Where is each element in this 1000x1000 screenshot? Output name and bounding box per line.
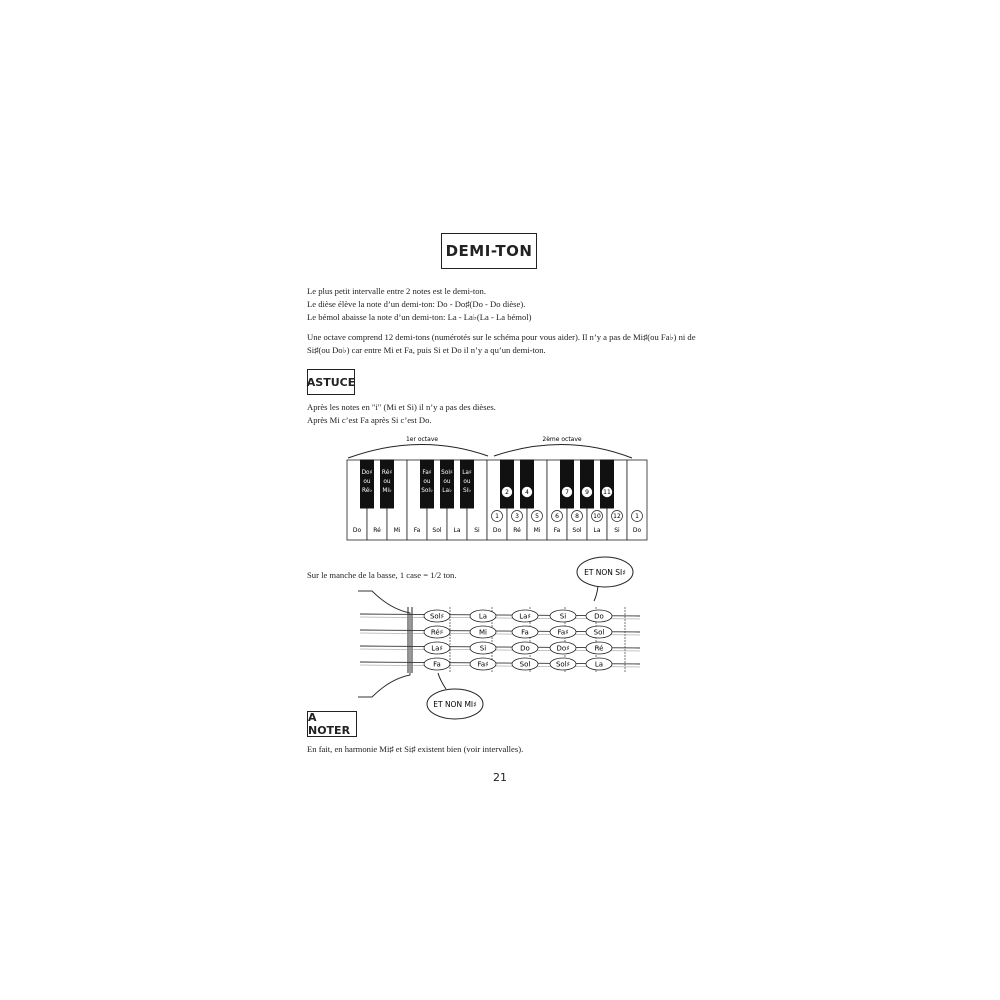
note-label: Fa — [433, 660, 441, 669]
note-label: Do♯ — [556, 644, 570, 653]
note-label: Mi — [479, 628, 487, 637]
intro-line: Le bémol abaisse la note d’un demi-ton: La - La♭(La - La bémol) — [307, 312, 532, 322]
note-label: Sol♯ — [429, 612, 445, 621]
black-key — [561, 460, 574, 508]
intro-line: Le dièse élève la note d’un demi-ton: Do - Do♯(Do - Do dièse). — [307, 299, 526, 309]
page-title: DEMI-TON — [441, 233, 537, 269]
white-number: 6 — [555, 513, 559, 521]
note-label: Si — [559, 612, 567, 621]
octave1-brace — [348, 444, 488, 458]
black-key-label: ou — [363, 479, 371, 485]
black-number: 9 — [585, 489, 589, 497]
white-key-label: Sol — [432, 527, 442, 534]
white-number: 5 — [535, 513, 539, 521]
bubble-bottom-text: ET NON MI♯ — [433, 700, 477, 709]
white-number: 3 — [515, 513, 519, 521]
white-number: 12 — [613, 513, 621, 521]
black-key-label: ou — [443, 479, 451, 485]
white-key-label: Ré — [513, 527, 521, 534]
white-key-label: Fa — [413, 527, 421, 534]
white-key-label: Mi — [533, 527, 541, 534]
note-label: Fa — [521, 628, 529, 637]
white-key-label: La — [593, 527, 601, 534]
black-key-label: ou — [423, 479, 431, 485]
note-label: La — [478, 612, 488, 621]
note-label: Do — [520, 644, 530, 653]
white-key-label: Mi — [393, 527, 401, 534]
black-number: 2 — [505, 489, 509, 497]
white-key-label: Do — [352, 527, 362, 534]
note-label: La — [594, 660, 604, 669]
octave-line: Une octave comprend 12 demi-tons (numérotés sur le schéma pour vous aider). Il n’y a pas de Mi♯(ou Fa♭) ni de — [307, 332, 696, 342]
note-label: La♯ — [431, 644, 443, 653]
note-label: Ré — [594, 644, 604, 653]
white-key-label: Do — [632, 527, 642, 534]
a-noter-text: En fait, en harmonie Mi♯ et Si♯ existent bien (voir intervalles). — [307, 744, 524, 754]
note-label: Sol♯ — [555, 660, 571, 669]
piano-keyboard — [340, 430, 660, 545]
black-key-label: La♯ — [462, 470, 472, 476]
intro-paragraph — [307, 285, 532, 324]
bass-fretboard — [350, 555, 650, 720]
astuce-paragraph — [307, 401, 496, 427]
octave2-label: 2ème octave — [542, 436, 582, 443]
note-label: Ré♯ — [430, 628, 444, 637]
white-key-label: Ré — [373, 527, 381, 534]
white-number: 10 — [593, 513, 601, 521]
black-number: 7 — [565, 489, 569, 497]
black-key-label: Mi♭ — [382, 488, 392, 494]
octave-paragraph — [307, 331, 696, 357]
white-key-label: La — [453, 527, 461, 534]
black-key-label: ou — [383, 479, 391, 485]
astuce-line: Après les notes en "i" (Mi et Si) il n’y a pas des dièses. — [307, 402, 496, 412]
note-label: Si — [479, 644, 487, 653]
astuce-label: ASTUCE — [307, 369, 355, 395]
note-label: Sol — [593, 628, 605, 637]
black-key — [601, 460, 614, 508]
note-label: Fa♯ — [557, 628, 569, 637]
black-key-label: Ré♭ — [361, 488, 373, 494]
a-noter-label: A NOTER — [307, 711, 357, 737]
black-key — [501, 460, 514, 508]
astuce-line: Après Mi c’est Fa après Si c’est Do. — [307, 415, 432, 425]
white-key-label: Sol — [572, 527, 582, 534]
bubble-top-text: ET NON SI♯ — [584, 568, 626, 577]
black-key-label: Sol♯ — [441, 470, 453, 476]
black-key-label: Do♯ — [361, 470, 373, 476]
octave2-brace — [494, 444, 632, 458]
black-key — [581, 460, 594, 508]
fretboard-caption: Sur le manche de la basse, 1 case = 1/2 ton. — [307, 570, 457, 580]
white-key-label: Do — [492, 527, 502, 534]
black-key-label: Sol♭ — [421, 488, 433, 494]
octave1-label: 1er octave — [405, 436, 439, 443]
note-label: Sol — [519, 660, 531, 669]
white-key-label: Si — [614, 527, 620, 534]
note-label: La♯ — [519, 612, 531, 621]
note-label: Do — [594, 612, 604, 621]
white-number: 8 — [575, 513, 579, 521]
intro-line: Le plus petit intervalle entre 2 notes est le demi-ton. — [307, 286, 486, 296]
bubble-bottom-tail — [438, 673, 446, 689]
black-key-label: ou — [463, 479, 471, 485]
white-key-label: Si — [474, 527, 480, 534]
black-number: 11 — [603, 489, 611, 497]
white-number: 1 — [635, 513, 639, 521]
black-key-label: La♭ — [442, 488, 452, 494]
note-label: Fa♯ — [477, 660, 489, 669]
headstock-outline — [358, 591, 410, 697]
bubble-top-tail — [594, 586, 598, 601]
black-key-label: Fa♯ — [422, 470, 432, 476]
black-number: 4 — [525, 489, 529, 497]
black-key-label: Ré♯ — [381, 470, 393, 476]
black-key-label: Si♭ — [462, 488, 472, 494]
black-key — [521, 460, 534, 508]
white-key-label: Fa — [553, 527, 561, 534]
octave-line: Si♯(ou Do♭) car entre Mi et Fa, puis Si et Do il n’y a qu’un demi-ton. — [307, 345, 546, 355]
white-number: 1 — [495, 513, 499, 521]
page-number: 21 — [493, 771, 507, 784]
